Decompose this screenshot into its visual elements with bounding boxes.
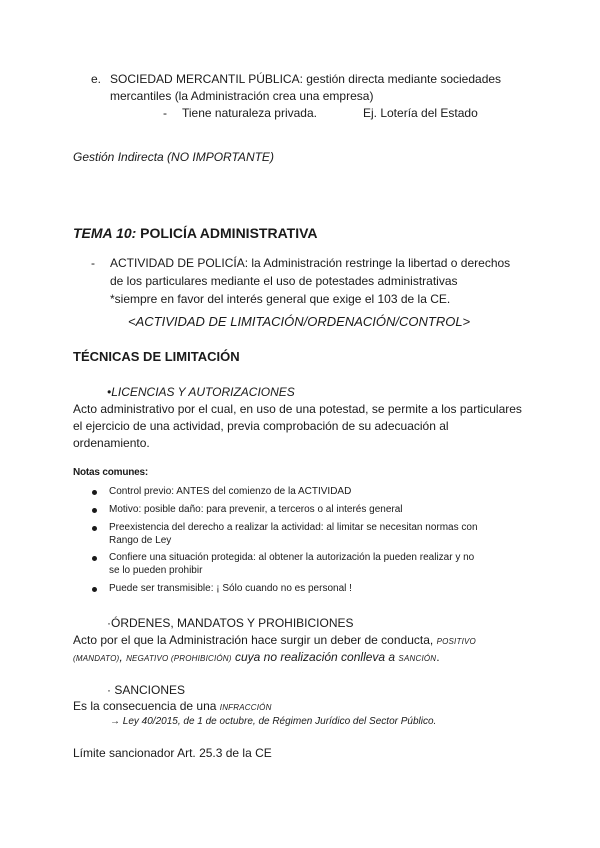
ordenes-line-1	[73, 633, 476, 647]
sanciones-line-1	[73, 699, 272, 713]
bullet-icon	[92, 587, 97, 592]
sub-dash: -	[163, 106, 167, 120]
tecnicas-heading: TÉCNICAS DE LIMITACIÓN	[73, 349, 240, 364]
sociedad-line-1: SOCIEDAD MERCANTIL PÚBLICA: gestión directa mediante sociedades	[110, 72, 502, 86]
nota-item-1: Control previo: ANTES del comienzo de la ACTIVIDAD	[109, 486, 352, 497]
licencias-line-3: ordenamiento.	[73, 436, 150, 450]
gestion-indirecta: Gestión Indirecta (NO IMPORTANTE)	[73, 150, 274, 164]
negativo-smallcaps: NEGATIVO (PROHIBICIÓN)	[126, 654, 232, 663]
loteria-example: Ej. Lotería del Estado	[363, 106, 478, 120]
nota-item-4-cont: se lo pueden prohibir	[109, 565, 203, 576]
tema-title: POLICÍA ADMINISTRATIVA	[140, 225, 318, 241]
actividad-dash: -	[91, 256, 95, 270]
licencias-line-1: Acto administrativo por el cual, en uso de una potestad, se permite a los particulares	[73, 402, 522, 416]
infraccion-smallcaps: INFRACCIÓN	[219, 703, 272, 712]
ordenes-comma: ,	[119, 650, 127, 664]
nota-item-4: Confiere una situación protegida: al obtener la autorización la pueden realizar y no	[109, 552, 475, 563]
notas-heading: Notas comunes:	[73, 467, 148, 478]
bullet-icon	[92, 556, 97, 561]
mandato-smallcaps: (MANDATO)	[73, 654, 120, 663]
bullet-icon	[92, 490, 97, 495]
naturaleza-text: Tiene naturaleza privada.	[182, 106, 317, 120]
tema-number: TEMA 10:	[73, 225, 137, 241]
ordenes-text-1: Acto por el que la Administración hace surgir un deber de conducta,	[73, 633, 434, 647]
actividad-line-4: <ACTIVIDAD DE LIMITACIÓN/ORDENACIÓN/CONTROL>	[128, 314, 471, 329]
actividad-line-3: *siempre en favor del interés general que exige el 103 de la CE.	[110, 292, 451, 306]
actividad-line-2: de los particulares mediante el uso de potestades administrativas	[110, 274, 458, 288]
ordenes-line-2	[73, 650, 440, 664]
nota-item-3-cont: Rango de Ley	[109, 535, 172, 546]
sanciones-heading: · SANCIONES	[107, 683, 186, 697]
ordenes-text-2: cuya no realización conlleva a	[231, 650, 399, 664]
nota-item-5: Puede ser transmisible: ¡ Sólo cuando no es personal !	[109, 583, 352, 594]
bullet-icon	[92, 508, 97, 513]
ordenes-heading: ·ÓRDENES, MANDATOS Y PROHIBICIONES	[107, 616, 354, 630]
sociedad-line-2: mercantiles (la Administración crea una empresa)	[110, 89, 374, 103]
nota-item-2: Motivo: posible daño: para prevenir, a terceros o al interés general	[109, 504, 403, 515]
tema-heading	[73, 225, 318, 241]
ordenes-period: .	[436, 650, 440, 664]
actividad-line-1: ACTIVIDAD DE POLICÍA: la Administración restringe la libertad o derechos	[110, 256, 511, 270]
licencias-line-2: el ejercicio de una actividad, previa comprobación de su adecuación al	[73, 419, 449, 433]
bullet-icon	[92, 526, 97, 531]
positivo-smallcaps: POSITIVO	[436, 637, 476, 646]
list-marker-e: e.	[91, 72, 102, 86]
sancion-smallcaps: SANCIÓN	[398, 654, 437, 663]
limite-sancionador: Límite sancionador Art. 25.3 de la CE	[73, 746, 272, 760]
licencias-heading: •LICENCIAS Y AUTORIZACIONES	[107, 385, 295, 399]
nota-item-3: Preexistencia del derecho a realizar la actividad: al limitar se necesitan normas con	[109, 522, 478, 533]
sanciones-text-1: Es la consecuencia de una	[73, 699, 217, 713]
ley-reference: → Ley 40/2015, de 1 de octubre, de Régimen Jurídico del Sector Público.	[110, 716, 437, 727]
